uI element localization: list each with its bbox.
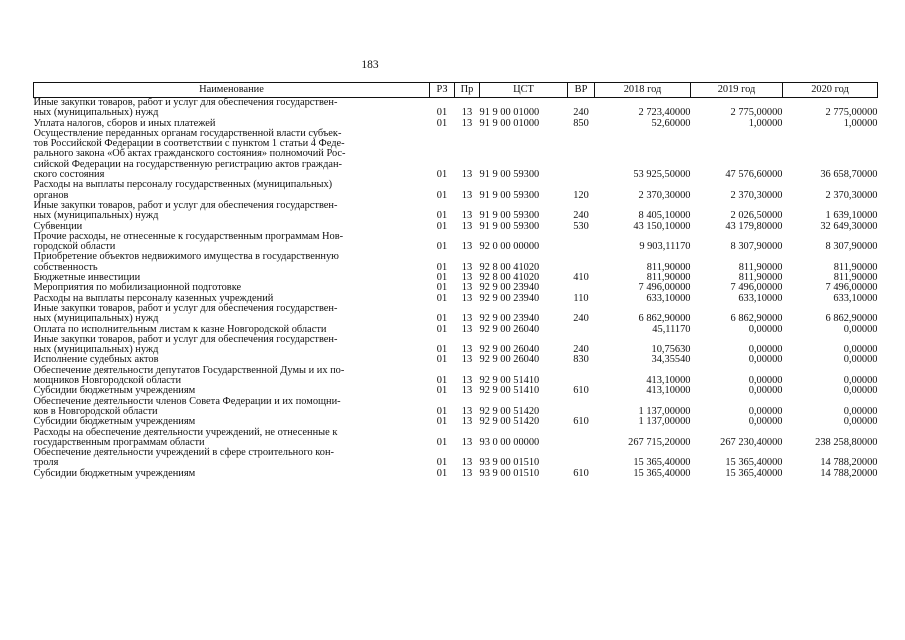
row-cst: 91 9 00 59300 [479,189,540,201]
row-value-2020: 238 258,80000 [815,436,878,448]
row-rz: 01 [436,416,448,428]
table-row [34,366,878,387]
row-cst: 92 0 00 00000 [479,241,540,253]
table-row [34,417,878,427]
row-value-2018: 811,90000 [646,261,691,273]
row-vr [568,397,595,418]
row-pr: 13 [461,189,473,201]
table-row [34,304,878,325]
row-value-2018: 53 925,50000 [633,169,691,181]
row-pr: 13 [461,117,473,129]
row-vr: 610 [573,416,589,428]
row-value-2018: 633,10000 [646,292,691,304]
row-name: Приобретение объектов недвижимого имущества в государственную собственность [33,251,339,273]
row-name: Осуществление переданных органам государственной власти субъек- тов Российской Федерации в соответствии с пунктом 1 статьи 4 Феде- рального закона «Об актах гражданского состояния» полномочий Рос- сийской Федерации на государственную регистрацию актов граждан- ского состояния [33,127,346,181]
row-cst: 92 8 00 41020 [479,261,540,273]
row-cst: 92 9 00 23940 [479,282,540,294]
row-value-2020: 0,00000 [843,405,878,417]
row-name: Обеспечение деятельности депутатов Государственной Думы и их по- мощников Новгородской области [33,364,345,387]
row-name: Расходы на обеспечение деятельности учреждений, не отнесенные к государственным программам области [33,426,338,448]
row-value-2019: 8 307,90000 [730,241,783,253]
row-value-2019: 2 026,50000 [730,210,783,222]
row-value-2018: 8 405,10000 [638,210,691,222]
row-pr: 13 [461,292,473,304]
row-name: Иные закупки товаров, работ и услуг для обеспечения государствен- ных (муниципальных) нужд [33,302,338,325]
row-vr: 240 [573,344,589,356]
row-rz: 01 [436,292,448,304]
row-vr: 120 [573,189,589,201]
row-vr: 850 [573,117,589,129]
row-value-2019: 47 576,60000 [725,169,783,181]
row-value-2020: 811,90000 [833,261,878,273]
table-row [34,469,878,479]
row-value-2020: 0,00000 [843,344,878,356]
row-value-2019: 43 179,80000 [725,220,783,232]
row-cst: 93 0 00 00000 [479,436,540,448]
row-pr: 13 [461,416,473,428]
row-rz: 01 [436,189,448,201]
row-vr: 240 [573,313,589,325]
row-cst: 91 9 00 59300 [479,220,540,232]
row-value-2019: 633,10000 [738,292,783,304]
row-value-2018: 45,11170 [652,323,691,335]
row-value-2019: 267 230,40000 [720,436,783,448]
row-value-2020: 36 658,70000 [820,169,878,181]
row-cst: 91 9 00 59300 [479,169,540,181]
row-pr: 13 [461,313,473,325]
row-value-2019: 811,90000 [738,272,783,284]
header-2018: 2018 год [595,83,691,98]
row-vr [568,428,595,449]
header-2020: 2020 год [783,83,878,98]
row-cst: 92 9 00 26040 [479,344,540,356]
row-pr: 13 [461,272,473,284]
row-value-2020: 1,00000 [843,117,878,129]
row-rz: 01 [436,282,448,294]
header-rz: РЗ [430,83,455,98]
table-row [34,252,878,273]
table-row [34,98,878,119]
row-name: Исполнение судебных актов [33,354,159,366]
row-rz: 01 [436,467,448,479]
row-cst: 92 9 00 23940 [479,313,540,325]
table-row [34,180,878,201]
row-pr: 13 [461,210,473,222]
row-rz: 01 [436,405,448,417]
row-pr: 13 [461,220,473,232]
row-rz: 01 [436,210,448,222]
row-value-2018: 1 137,00000 [638,405,691,417]
row-rz: 01 [436,385,448,397]
row-cst: 91 9 00 01000 [479,117,540,129]
row-value-2018: 9 903,11170 [639,241,691,253]
row-name: Субсидии бюджетным учреждениям [33,385,196,397]
row-vr [568,325,595,335]
row-cst: 92 9 00 23940 [479,292,540,304]
row-cst: 91 9 00 01000 [479,107,540,119]
row-rz: 01 [436,436,448,448]
row-value-2018: 6 862,90000 [638,313,691,325]
row-name: Субвенции [33,220,83,232]
row-cst: 92 9 00 26040 [479,323,540,335]
row-name: Иные закупки товаров, работ и услуг для обеспечения государствен- ных (муниципальных) нужд [33,333,338,356]
row-value-2018: 2 370,30000 [638,189,691,201]
row-pr: 13 [461,436,473,448]
row-value-2020: 1 639,10000 [825,210,878,222]
table-header-row [34,83,878,98]
row-pr: 13 [461,323,473,335]
row-value-2019: 811,90000 [738,261,783,273]
row-value-2019: 2 370,30000 [730,189,783,201]
row-rz: 01 [436,313,448,325]
row-rz: 01 [436,241,448,253]
row-name: Субсидии бюджетным учреждениям [33,467,196,479]
row-cst: 92 9 00 51410 [479,375,540,387]
row-value-2020: 7 496,00000 [825,282,878,294]
row-value-2018: 52,60000 [651,117,691,129]
row-pr: 13 [461,354,473,366]
row-pr: 13 [461,385,473,397]
row-rz: 01 [436,169,448,181]
row-value-2018: 15 365,40000 [633,457,691,469]
header-2019: 2019 год [691,83,783,98]
row-value-2020: 0,00000 [843,375,878,387]
table-row [34,232,878,253]
row-pr: 13 [461,467,473,479]
row-name: Оплата по исполнительным листам к казне Новгородской области [33,323,327,335]
table-row [34,129,878,180]
row-name: Расходы на выплаты персоналу казенных учреждений [33,292,274,304]
row-name: Обеспечение деятельности учреждений в сфере строительного кон- троля [33,447,334,469]
row-name: Иные закупки товаров, работ и услуг для обеспечения государствен- ных (муниципальных) нужд [33,199,338,222]
row-pr: 13 [461,344,473,356]
row-value-2020: 8 307,90000 [825,241,878,253]
row-value-2019: 6 862,90000 [730,313,783,325]
row-pr: 13 [461,405,473,417]
row-value-2020: 0,00000 [843,354,878,366]
row-rz: 01 [436,344,448,356]
row-value-2018: 43 150,10000 [633,220,691,232]
row-vr: 530 [573,220,589,232]
row-rz: 01 [436,354,448,366]
row-value-2018: 34,35540 [651,354,691,366]
row-value-2020: 32 649,30000 [820,220,878,232]
row-vr [568,232,595,253]
table-row [34,428,878,449]
row-vr: 240 [573,107,589,119]
row-name: Уплата налогов, сборов и иных платежей [33,117,216,129]
row-vr [568,129,595,180]
row-cst: 91 9 00 59300 [479,210,540,222]
row-value-2019: 1,00000 [748,117,783,129]
row-value-2020: 0,00000 [843,323,878,335]
row-vr: 110 [573,292,589,304]
table-row [34,201,878,222]
row-pr: 13 [461,169,473,181]
row-value-2019: 7 496,00000 [730,282,783,294]
row-value-2018: 413,10000 [646,385,691,397]
row-rz: 01 [436,457,448,469]
row-value-2020: 14 788,20000 [820,467,878,479]
row-rz: 01 [436,323,448,335]
row-rz: 01 [436,220,448,232]
row-cst: 92 9 00 51420 [479,405,540,417]
row-vr: 410 [573,272,589,284]
row-vr [568,252,595,273]
table-row [34,448,878,469]
row-value-2019: 0,00000 [748,385,783,397]
row-vr [568,448,595,469]
row-cst: 93 9 00 01510 [479,467,540,479]
row-value-2020: 811,90000 [833,272,878,284]
row-value-2019: 15 365,40000 [725,457,783,469]
row-cst: 93 9 00 01510 [479,457,540,469]
row-vr [568,366,595,387]
row-value-2018: 15 365,40000 [633,467,691,479]
row-value-2019: 15 365,40000 [725,467,783,479]
header-vr: ВР [568,83,595,98]
row-name: Расходы на выплаты персоналу государственных (муниципальных) органов [33,179,333,201]
row-rz: 01 [436,272,448,284]
row-value-2019: 2 775,00000 [730,107,783,119]
row-value-2020: 0,00000 [843,385,878,397]
row-pr: 13 [461,457,473,469]
row-value-2019: 0,00000 [748,416,783,428]
row-vr: 830 [573,354,589,366]
row-cst: 92 9 00 51410 [479,385,540,397]
page-number: 183 [361,59,379,71]
row-name: Иные закупки товаров, работ и услуг для обеспечения государствен- ных (муниципальных) нужд [33,97,338,119]
row-cst: 92 9 00 51420 [479,416,540,428]
row-value-2020: 0,00000 [843,416,878,428]
row-name: Мероприятия по мобилизационной подготовке [33,282,242,294]
row-name: Субсидии бюджетным учреждениям [33,416,196,428]
row-value-2020: 633,10000 [833,292,878,304]
row-name: Обеспечение деятельности членов Совета Федерации и их помощни- ков в Новгородской области [33,395,341,417]
row-pr: 13 [461,241,473,253]
row-name: Бюджетные инвестиции [33,272,141,284]
row-value-2018: 811,90000 [646,272,691,284]
table-row [34,397,878,418]
row-vr: 240 [573,210,589,222]
row-pr: 13 [461,375,473,387]
row-value-2018: 1 137,00000 [638,416,691,428]
table-row [34,335,878,356]
row-value-2019: 0,00000 [748,354,783,366]
row-pr: 13 [461,107,473,119]
row-value-2019: 0,00000 [748,375,783,387]
row-value-2018: 7 496,00000 [638,282,691,294]
row-value-2018: 10,75630 [651,344,691,356]
header-cst: ЦСТ [480,83,568,98]
row-vr: 610 [573,385,589,397]
row-value-2019: 0,00000 [748,344,783,356]
row-rz: 01 [436,117,448,129]
row-value-2018: 413,10000 [646,375,691,387]
row-rz: 01 [436,375,448,387]
row-pr: 13 [461,261,473,273]
row-pr: 13 [461,282,473,294]
table-body [34,98,878,479]
row-value-2020: 2 775,00000 [825,107,878,119]
row-vr: 610 [573,467,589,479]
row-value-2019: 0,00000 [748,405,783,417]
row-value-2019: 0,00000 [748,323,783,335]
row-name: Прочие расходы, не отнесенные к государственным программам Нов- городской области [33,230,344,253]
row-rz: 01 [436,107,448,119]
row-cst: 92 8 00 41020 [479,272,540,284]
row-cst: 92 9 00 26040 [479,354,540,366]
row-rz: 01 [436,261,448,273]
header-name: Наименование [34,83,430,98]
budget-table [33,82,878,479]
row-value-2020: 14 788,20000 [820,457,878,469]
row-value-2020: 6 862,90000 [825,313,878,325]
row-value-2018: 2 723,40000 [638,107,691,119]
row-value-2018: 267 715,20000 [628,436,691,448]
row-value-2020: 2 370,30000 [825,189,878,201]
header-pr: Пр [455,83,480,98]
